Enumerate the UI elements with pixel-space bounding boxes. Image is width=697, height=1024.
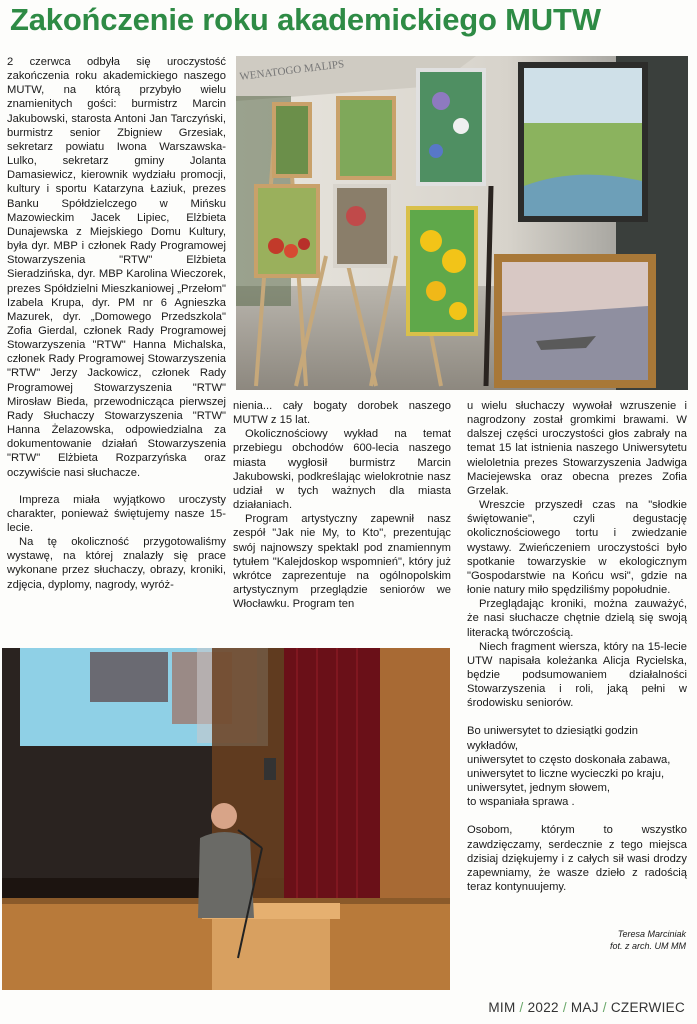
paragraph-guests: 2 czerwca odbyła się uroczystość zakończenia roku akademickiego naszego MUTW, na którą przybyło wielu znamienitych gości: burmistrz Marcin Jakubowski, starosta Antoni Jan Tarczyński, burmistrz senior Zbigniew Grzesiak, sekretarz powiatu Iwona Warszawska-Lulko, sekretarz gminy Jolanta Damasiewicz, kierownik wydziału promocji, kultury i sportu Katarzyna Łaziuk, prezes Banku Spółdzielczego w Mińsku Mazowieckim Jacek Lipiec, Elżbieta Dunajewska z Miejskiego Domu Kultury, była dyr. MBP i członek Rady Programowej Stowarzyszenia "RTW" Elżbieta Sieradzińska, dyr. MBP Karolina Wieczorek, prezes Spółdzielni Mieszkaniowej „Przełom" Izabela Krupa, dyr. PM nr 6 Agnieszka Mazurek, dyr. „Domowego Przedszkola" Zofia Gierdal, członek Rady Programowej Stowarzyszenia "RTW" Hanna Michalska, członek Rady Programowej Stowarzyszenia "RTW" Jerzy Jackowicz, członek Rady Programowej Stowarzyszenia "RTW" Mirosław Bieda, przewodnicząca pierwszej Rady Słuchaczy Stowarzyszenia "RTW" Hanna Żelazowska, odpowiedzialna za dokumentowanie działań Stowarzyszenia "RTW" Elżbieta Rozparzyńska oraz oczywiście nasi słuchacze. — [7, 56, 226, 479]
poem-line: uniwersytet, jednym słowem, — [467, 782, 611, 795]
paragraph-exhibition: Na tę okoliczność przygotowaliśmy wystawę, na której znalazły się prace wykonane przez słuchaczy, obrazy, kroniki, zdjęcia, dyplomy, nagrody, wyróż- — [7, 536, 226, 591]
poem — [467, 724, 687, 809]
paragraph-program: Program artystyczny zapewnił nasz zespół "Jak nie My, to Kto", prezentując swój najnowszy spektakl pod znamiennym tytułem "Kalejdoskop wspomnień", który już wkrótce zaprezentuje na ogólnopolskim artystycznym przeglądzie seniorów we Włocławku. Program ten — [233, 513, 451, 611]
poem-line: uniwersytet to liczne wycieczki po kraju, — [467, 767, 665, 780]
paragraph-thanks: Osobom, którym to wszystko zawdzięczamy, serdecznie z tego miejsca dzisiaj dziękujemy i z całych sił wasi drodzy zapewniamy, że wasze dzieło z radością teraz kontynuujemy. — [467, 824, 687, 893]
poem-line: to wspaniała sprawa . — [467, 796, 575, 809]
paragraph-occasion: Impreza miała wyjątkowo uroczysty charakter, ponieważ świętujemy nasze 15-lecie. — [7, 493, 226, 534]
article-title: Zakończenie roku akademickiego MUTW — [10, 2, 601, 37]
magazine-name: MIM — [488, 1000, 516, 1015]
signature — [560, 928, 686, 952]
paragraph-celebration: Wreszcie przyszedł czas na "słodkie świętowanie", czyli degustację okolicznościowego tortu i zwiedzanie wystawy. Zwieńczeniem uroczystości było spotkanie towarzyskie w ekologicznym "Gospodarstwie na Końcu wsi", gdzie na łonie natury miło spędziliśmy popołudnie. — [467, 499, 687, 597]
issue-month-1: MAJ — [570, 1000, 599, 1015]
photo-exhibition — [236, 56, 688, 390]
paragraph-applause: u wielu słuchaczy wywołał wzruszenie i nagrodzony został gromkimi brawami. W dalszej części uroczystości głos zabrały na temat 15 lat istnienia naszego Uniwersytetu wieloletnia prezes Stowarzyszenia Jadwiga Maciejewska oraz obecna prezes Zofia Grzelak. — [467, 400, 687, 497]
paragraph-poem-intro: Niech fragment wiersza, który na 15-lecie UTW napisała koleżanka Alicja Rycielska, będzie podsumowaniem działalności Stowarzyszenia i roli, jaką pełni w środowisku seniorów. — [467, 640, 687, 710]
paragraph-chronicles: Przeglądając kroniki, można zauważyć, że nasi słuchacze chętnie dzielą się swoją literacką twórczością. — [467, 598, 687, 639]
paragraph-exhibition-cont: nienia... cały bogaty dorobek naszego MUTW z 15 lat. — [233, 400, 451, 427]
author-name: Teresa Marciniak — [617, 929, 686, 939]
photo-lecture — [2, 648, 450, 990]
banner-text: WENATOGO MALIPS — [238, 58, 345, 83]
paragraph-lecture: Okolicznościowy wykład na temat przebiegu obchodów 600-lecia naszego miasta wygłosił burmistrz Marcin Jakubowski, podkreślając wielokrotnie nasz udział w tych ważnych dla miasta działaniach. — [233, 428, 451, 512]
column-1 — [7, 55, 226, 592]
poem-line: Bo uniwersytet to dziesiątki godzin wykładów, — [467, 725, 639, 752]
issue-month-2: CZERWIEC — [610, 1000, 685, 1015]
column-3 — [467, 399, 687, 894]
issue-year: 2022 — [527, 1000, 559, 1015]
photo-credit: fot. z arch. UM MM — [609, 941, 686, 951]
footer: MIM / 2022 / MAJ / CZERWIEC — [488, 1000, 685, 1015]
column-2 — [233, 399, 451, 611]
poem-line: uniwersytet to często doskonała zabawa, — [467, 753, 671, 766]
